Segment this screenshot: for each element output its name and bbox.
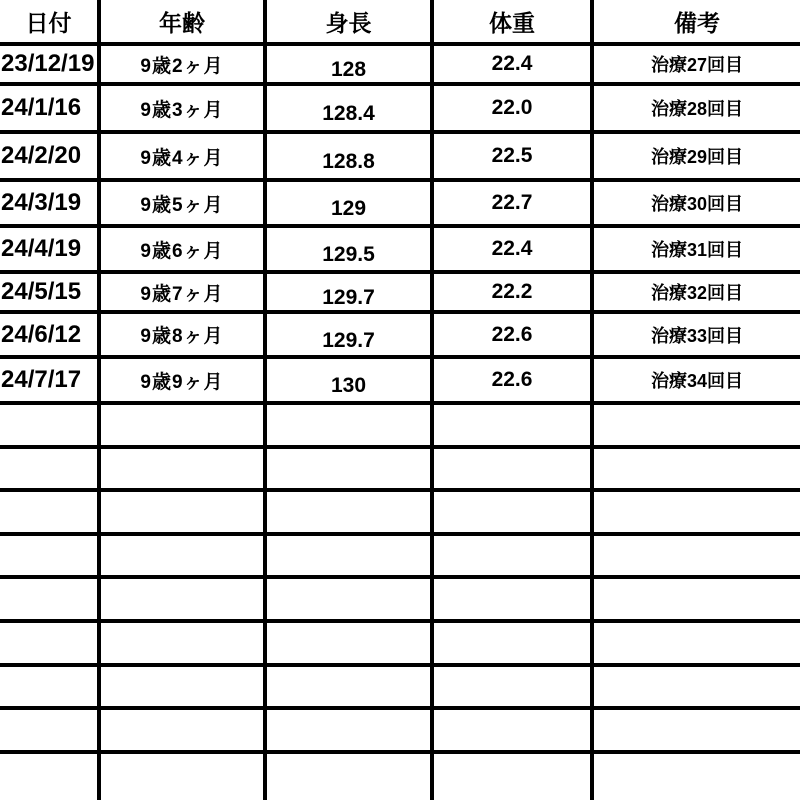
empty-date-cell — [0, 621, 99, 665]
date-cell: 24/4/19 — [0, 226, 99, 272]
table-row — [0, 226, 800, 272]
empty-row — [0, 708, 800, 752]
table-row — [0, 357, 800, 403]
table-body — [0, 44, 800, 800]
col-header-height: 身長 — [265, 0, 432, 44]
empty-note-cell — [592, 490, 800, 534]
empty-note-cell — [592, 708, 800, 752]
empty-row — [0, 534, 800, 577]
date-cell: 24/3/19 — [0, 180, 99, 226]
empty-weight-cell — [432, 490, 592, 534]
note-cell: 治療34回目 — [592, 357, 800, 403]
height-cell: 129 — [265, 180, 432, 226]
table-row — [0, 132, 800, 180]
empty-weight-cell — [432, 665, 592, 708]
empty-weight-cell — [432, 708, 592, 752]
date-cell: 23/12/19 — [0, 44, 99, 84]
age-cell: 9歳4ヶ月 — [99, 132, 265, 180]
empty-date-cell — [0, 403, 99, 447]
empty-height-cell — [265, 752, 432, 800]
empty-note-cell — [592, 577, 800, 621]
col-header-age: 年齢 — [99, 0, 265, 44]
empty-age-cell — [99, 665, 265, 708]
empty-date-cell — [0, 447, 99, 490]
note-cell: 治療28回目 — [592, 84, 800, 132]
table-row — [0, 84, 800, 132]
empty-height-cell — [265, 665, 432, 708]
weight-cell: 22.4 — [432, 44, 592, 84]
empty-weight-cell — [432, 534, 592, 577]
empty-weight-cell — [432, 621, 592, 665]
age-cell: 9歳2ヶ月 — [99, 44, 265, 84]
empty-date-cell — [0, 665, 99, 708]
empty-date-cell — [0, 752, 99, 800]
empty-age-cell — [99, 708, 265, 752]
weight-cell: 22.2 — [432, 272, 592, 312]
date-cell: 24/7/17 — [0, 357, 99, 403]
empty-age-cell — [99, 447, 265, 490]
empty-row — [0, 665, 800, 708]
empty-note-cell — [592, 621, 800, 665]
note-cell: 治療31回目 — [592, 226, 800, 272]
age-cell: 9歳5ヶ月 — [99, 180, 265, 226]
empty-height-cell — [265, 708, 432, 752]
date-cell: 24/1/16 — [0, 84, 99, 132]
col-header-date: 日付 — [0, 0, 99, 44]
empty-age-cell — [99, 621, 265, 665]
empty-weight-cell — [432, 403, 592, 447]
height-cell: 128.8 — [265, 132, 432, 180]
note-cell: 治療33回目 — [592, 312, 800, 357]
height-cell: 130 — [265, 357, 432, 403]
empty-age-cell — [99, 403, 265, 447]
empty-height-cell — [265, 621, 432, 665]
height-cell: 129.7 — [265, 312, 432, 357]
empty-height-cell — [265, 490, 432, 534]
empty-age-cell — [99, 577, 265, 621]
empty-height-cell — [265, 577, 432, 621]
col-header-weight: 体重 — [432, 0, 592, 44]
age-cell: 9歳6ヶ月 — [99, 226, 265, 272]
date-cell: 24/6/12 — [0, 312, 99, 357]
empty-date-cell — [0, 490, 99, 534]
weight-cell: 22.6 — [432, 357, 592, 403]
date-cell: 24/5/15 — [0, 272, 99, 312]
empty-height-cell — [265, 403, 432, 447]
weight-cell: 22.6 — [432, 312, 592, 357]
empty-date-cell — [0, 577, 99, 621]
empty-note-cell — [592, 447, 800, 490]
empty-weight-cell — [432, 577, 592, 621]
table-row — [0, 180, 800, 226]
weight-cell: 22.5 — [432, 132, 592, 180]
empty-row — [0, 447, 800, 490]
empty-age-cell — [99, 534, 265, 577]
note-cell: 治療27回目 — [592, 44, 800, 84]
weight-cell: 22.0 — [432, 84, 592, 132]
empty-height-cell — [265, 534, 432, 577]
age-cell: 9歳7ヶ月 — [99, 272, 265, 312]
header-row — [0, 0, 800, 44]
table-row — [0, 272, 800, 312]
empty-row — [0, 490, 800, 534]
date-cell: 24/2/20 — [0, 132, 99, 180]
empty-age-cell — [99, 752, 265, 800]
empty-note-cell — [592, 403, 800, 447]
empty-row — [0, 752, 800, 800]
height-cell: 129.5 — [265, 226, 432, 272]
empty-note-cell — [592, 534, 800, 577]
empty-date-cell — [0, 534, 99, 577]
weight-cell: 22.4 — [432, 226, 592, 272]
table-row — [0, 312, 800, 357]
height-cell: 129.7 — [265, 272, 432, 312]
empty-row — [0, 403, 800, 447]
age-cell: 9歳3ヶ月 — [99, 84, 265, 132]
weight-cell: 22.7 — [432, 180, 592, 226]
height-cell: 128.4 — [265, 84, 432, 132]
empty-weight-cell — [432, 752, 592, 800]
note-cell: 治療32回目 — [592, 272, 800, 312]
col-header-note: 備考 — [592, 0, 800, 44]
empty-row — [0, 577, 800, 621]
note-cell: 治療30回目 — [592, 180, 800, 226]
height-cell: 128 — [265, 44, 432, 84]
empty-note-cell — [592, 752, 800, 800]
empty-date-cell — [0, 708, 99, 752]
empty-age-cell — [99, 490, 265, 534]
empty-weight-cell — [432, 447, 592, 490]
empty-row — [0, 621, 800, 665]
empty-note-cell — [592, 665, 800, 708]
age-cell: 9歳9ヶ月 — [99, 357, 265, 403]
note-cell: 治療29回目 — [592, 132, 800, 180]
age-cell: 9歳8ヶ月 — [99, 312, 265, 357]
empty-height-cell — [265, 447, 432, 490]
table-row — [0, 44, 800, 84]
